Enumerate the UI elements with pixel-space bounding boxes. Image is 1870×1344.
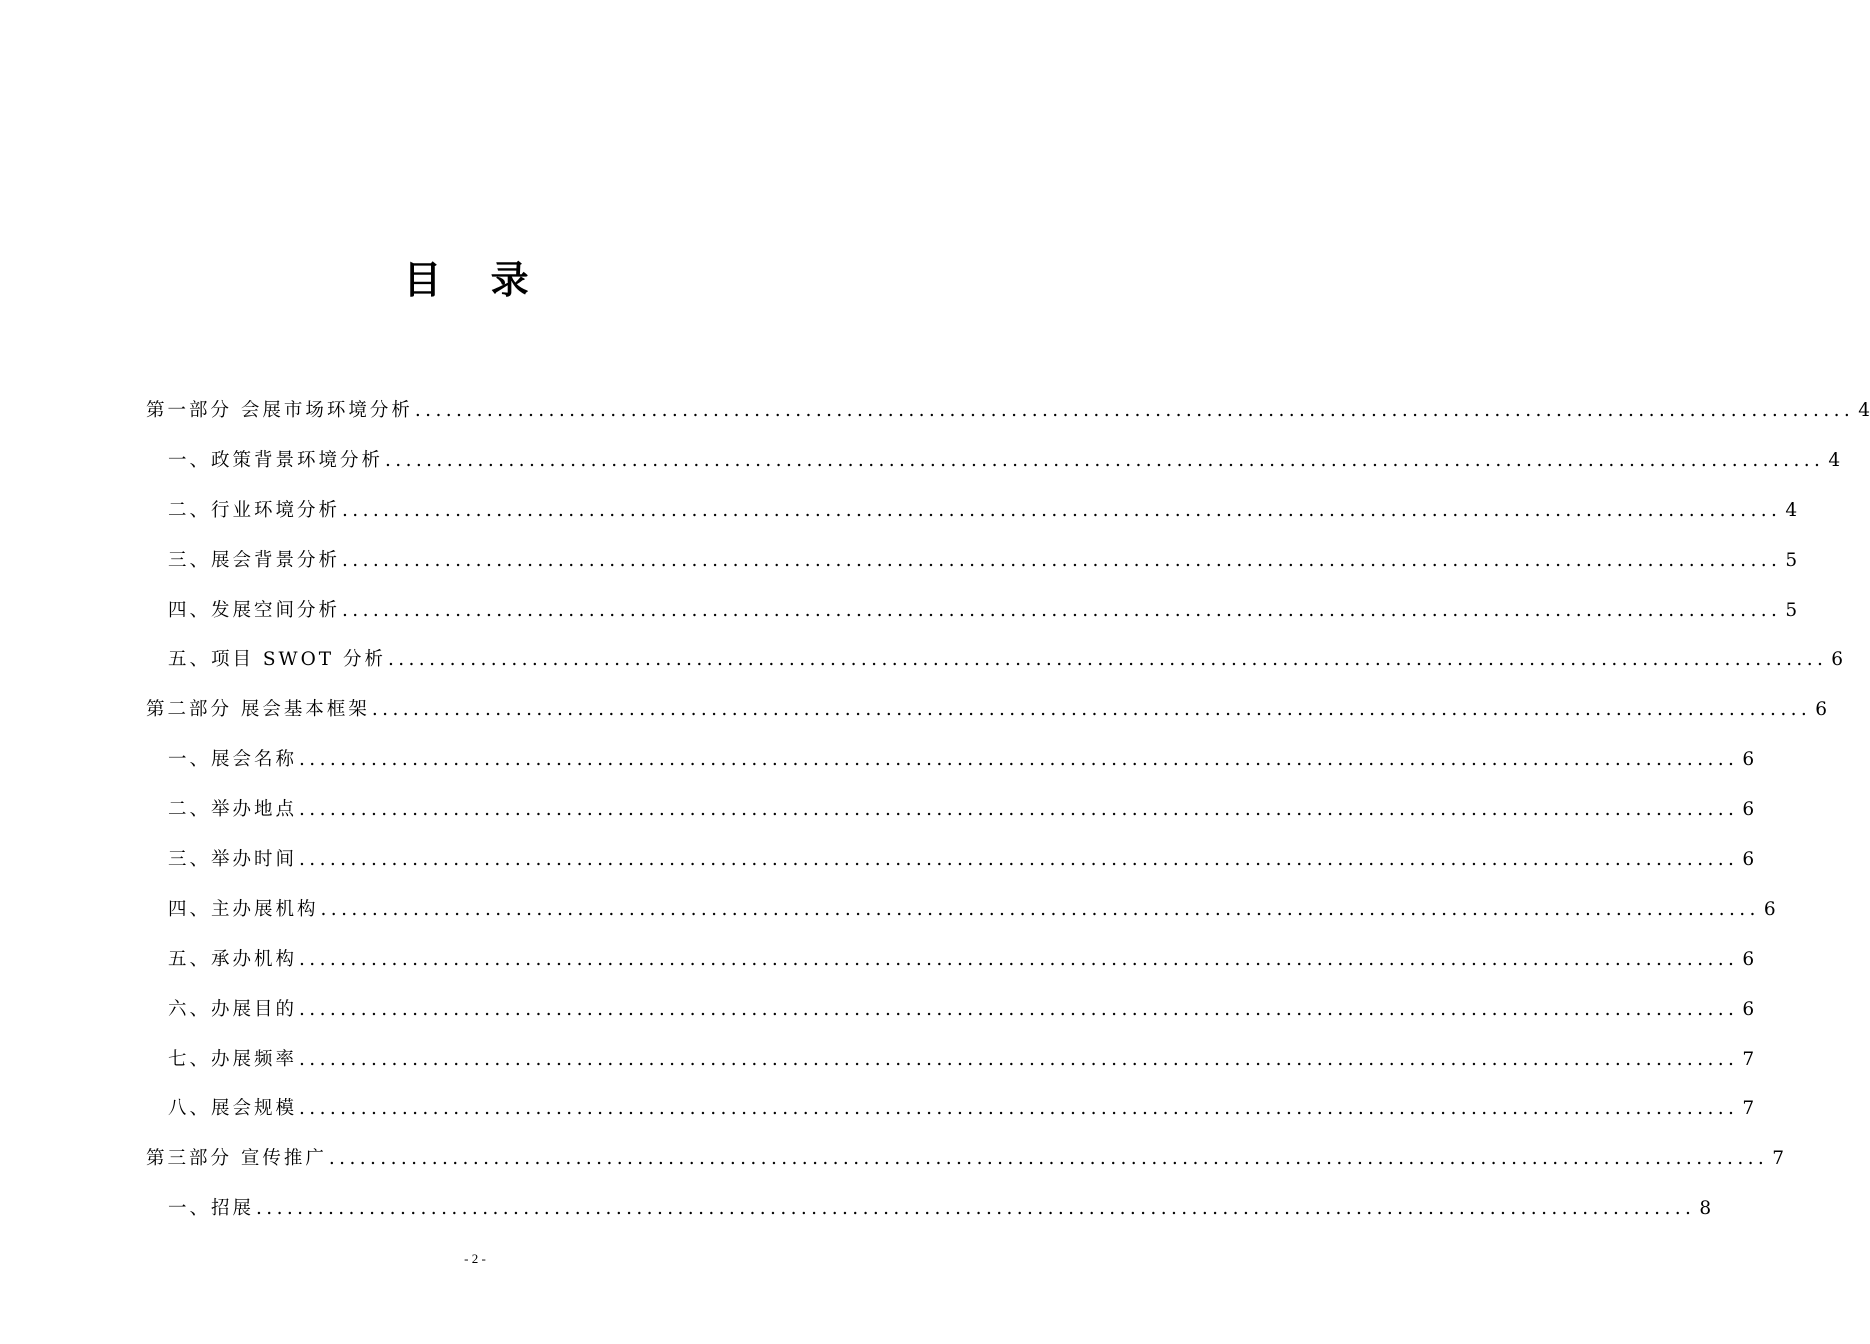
toc-entry-label: 四、主办展机构 bbox=[168, 898, 319, 920]
toc-entry-page-number: 6 bbox=[1815, 699, 1827, 721]
toc-dot-leader: ............................................................................................................................................ bbox=[256, 1198, 1696, 1220]
toc-section-entry[interactable] bbox=[146, 1035, 1755, 1085]
toc-dot-leader: ............................................................................................................................................ bbox=[387, 649, 1828, 671]
toc-entry-page-number: 5 bbox=[1785, 549, 1798, 571]
toc-part-entry[interactable] bbox=[146, 386, 1870, 436]
toc-entry-label: 八、展会规模 bbox=[168, 1098, 298, 1120]
toc-entry-label: 六、办展目的 bbox=[168, 998, 298, 1020]
toc-entry-page-number: 4 bbox=[1858, 400, 1870, 421]
toc-dot-leader: ............................................................................................................................................ bbox=[371, 699, 1812, 721]
toc-dot-leader: ............................................................................................................................................ bbox=[414, 400, 1855, 421]
toc-entry-label: 四、发展空间分析 bbox=[168, 599, 341, 621]
toc-entry-page-number: 8 bbox=[1699, 1198, 1712, 1220]
toc-part-entry[interactable] bbox=[146, 1134, 1784, 1184]
toc-entry-label: 三、展会背景分析 bbox=[168, 549, 341, 571]
toc-section-entry[interactable] bbox=[146, 735, 1755, 785]
toc-entry-page-number: 6 bbox=[1742, 749, 1755, 771]
page-number: - 2 - bbox=[464, 1251, 486, 1266]
toc-section-entry[interactable] bbox=[146, 1184, 1712, 1234]
toc-entry-label: 二、行业环境分析 bbox=[168, 499, 341, 521]
toc-section-entry[interactable] bbox=[146, 1084, 1755, 1134]
toc-entry-label: 第二部分 展会基本框架 bbox=[146, 699, 370, 721]
toc-dot-leader: ............................................................................................................................................ bbox=[299, 799, 1739, 821]
toc-entry-label: 第一部分 会展市场环境分析 bbox=[146, 400, 413, 421]
toc-section-entry[interactable] bbox=[146, 835, 1755, 885]
toc-entry-label: 第三部分 宣传推广 bbox=[146, 1148, 327, 1170]
toc-dot-leader: ............................................................................................................................................ bbox=[299, 1098, 1739, 1120]
toc-part-entry[interactable] bbox=[146, 685, 1827, 735]
toc-section-entry[interactable] bbox=[146, 586, 1798, 636]
toc-dot-leader: ............................................................................................................................................ bbox=[342, 549, 1782, 571]
toc-entry-label: 一、政策背景环境分析 bbox=[168, 449, 384, 471]
toc-entry-label: 一、展会名称 bbox=[168, 749, 298, 771]
toc-dot-leader: ............................................................................................................................................ bbox=[320, 898, 1760, 920]
toc-entry-page-number: 7 bbox=[1742, 1048, 1755, 1070]
toc-entry-page-number: 6 bbox=[1742, 799, 1755, 821]
toc-dot-leader: ............................................................................................................................................ bbox=[342, 599, 1782, 621]
toc-entry-page-number: 7 bbox=[1742, 1098, 1755, 1120]
toc-entry-label: 五、承办机构 bbox=[168, 948, 298, 970]
toc-dot-leader: ............................................................................................................................................ bbox=[299, 749, 1739, 771]
toc-dot-leader: ............................................................................................................................................ bbox=[385, 449, 1825, 471]
toc-section-entry[interactable] bbox=[146, 536, 1798, 586]
toc-entry-label: 三、举办时间 bbox=[168, 849, 298, 871]
toc-entry-page-number: 7 bbox=[1772, 1148, 1784, 1170]
toc-dot-leader: ............................................................................................................................................ bbox=[299, 1048, 1739, 1070]
page-title: 目 录 bbox=[403, 258, 547, 302]
toc-entry-page-number: 6 bbox=[1831, 649, 1844, 671]
toc-section-entry[interactable] bbox=[146, 785, 1755, 835]
toc-section-entry[interactable] bbox=[146, 935, 1755, 985]
toc-entry-page-number: 4 bbox=[1828, 449, 1841, 471]
toc-entry-label: 五、项目 SWOT 分析 bbox=[168, 649, 386, 671]
toc-section-entry[interactable] bbox=[146, 985, 1755, 1035]
toc-section-entry[interactable] bbox=[146, 436, 1841, 486]
toc-entry-page-number: 4 bbox=[1785, 499, 1798, 521]
toc-section-entry[interactable] bbox=[146, 885, 1776, 935]
toc-section-entry[interactable] bbox=[146, 486, 1798, 536]
toc-entry-label: 一、招展 bbox=[168, 1198, 255, 1220]
toc-dot-leader: ............................................................................................................................................ bbox=[328, 1148, 1769, 1170]
toc-entry-page-number: 6 bbox=[1742, 998, 1755, 1020]
toc-dot-leader: ............................................................................................................................................ bbox=[299, 849, 1739, 871]
toc-entry-label: 二、举办地点 bbox=[168, 799, 298, 821]
toc-entry-label: 七、办展频率 bbox=[168, 1048, 298, 1070]
table-of-contents bbox=[146, 386, 1870, 1234]
toc-entry-page-number: 6 bbox=[1742, 849, 1755, 871]
toc-dot-leader: ............................................................................................................................................ bbox=[342, 499, 1782, 521]
toc-entry-page-number: 6 bbox=[1763, 898, 1776, 920]
toc-dot-leader: ............................................................................................................................................ bbox=[299, 998, 1739, 1020]
toc-dot-leader: ............................................................................................................................................ bbox=[299, 948, 1739, 970]
toc-entry-page-number: 6 bbox=[1742, 948, 1755, 970]
toc-section-entry[interactable] bbox=[146, 635, 1844, 685]
toc-entry-page-number: 5 bbox=[1785, 599, 1798, 621]
